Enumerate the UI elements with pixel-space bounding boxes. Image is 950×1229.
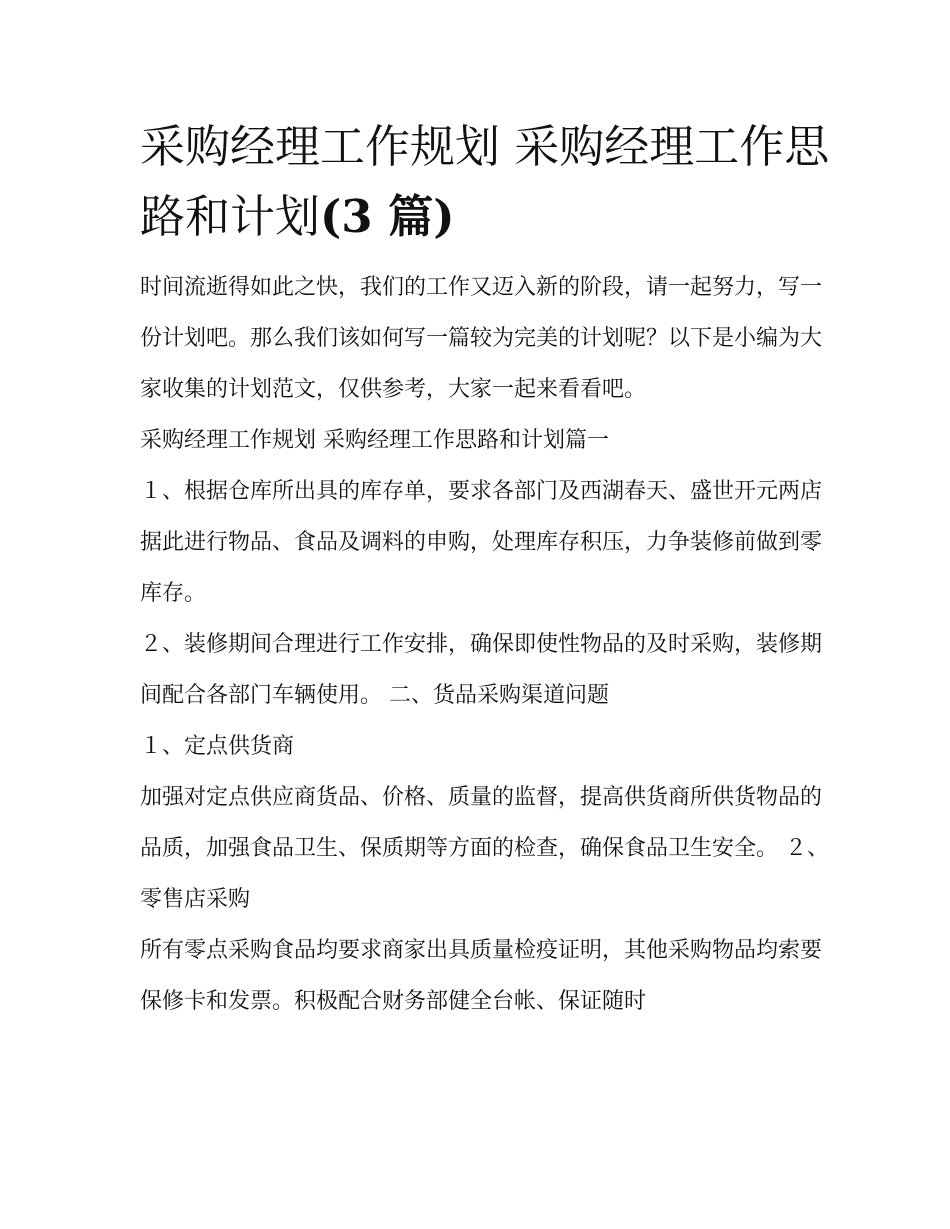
intro-paragraph: 时间流逝得如此之快，我们的工作又迈入新的阶段，请一起努力，写一份计划吧。那么我们该如何写一篇较为完美的计划呢？以下是小编为大家收集的计划范文，仅供参考，大家一起来看看吧。 xyxy=(140,275,823,402)
body-paragraph: １、定点供货商 xyxy=(140,734,295,759)
body-paragraph: １、根据仓库所出具的库存单，要求各部门及西湖春天、盛世开元两店据此进行物品、食品及调料的申购，处理库存积压，力争装修前做到零库存。 xyxy=(140,479,823,606)
section-heading: 采购经理工作规划 采购经理工作思路和计划篇一 xyxy=(140,428,609,453)
body-paragraph: 加强对定点供应商货品、价格、质量的监督，提高供货商所供货物品的品质，加强食品卫生、保质期等方面的检查，确保食品卫生安全。 ２、零售店采购 xyxy=(140,785,829,912)
document-title-count: (3 篇) xyxy=(320,190,455,243)
body-paragraph: ２、装修期间合理进行工作安排，确保即使性物品的及时采购，装修期间配合各部门车辆使用。 二、货品采购渠道问题 xyxy=(140,632,823,708)
document-title-main: 采购经理工作规划 采购经理工作思路和计划 xyxy=(140,120,830,243)
document-body xyxy=(140,262,830,1027)
document-content xyxy=(140,112,830,1027)
document-title xyxy=(140,112,830,252)
body-paragraph: 所有零点采购食品均要求商家出具质量检疫证明，其他采购物品均索要保修卡和发票。积极配合财务部健全台帐、保证随时 xyxy=(140,938,823,1014)
